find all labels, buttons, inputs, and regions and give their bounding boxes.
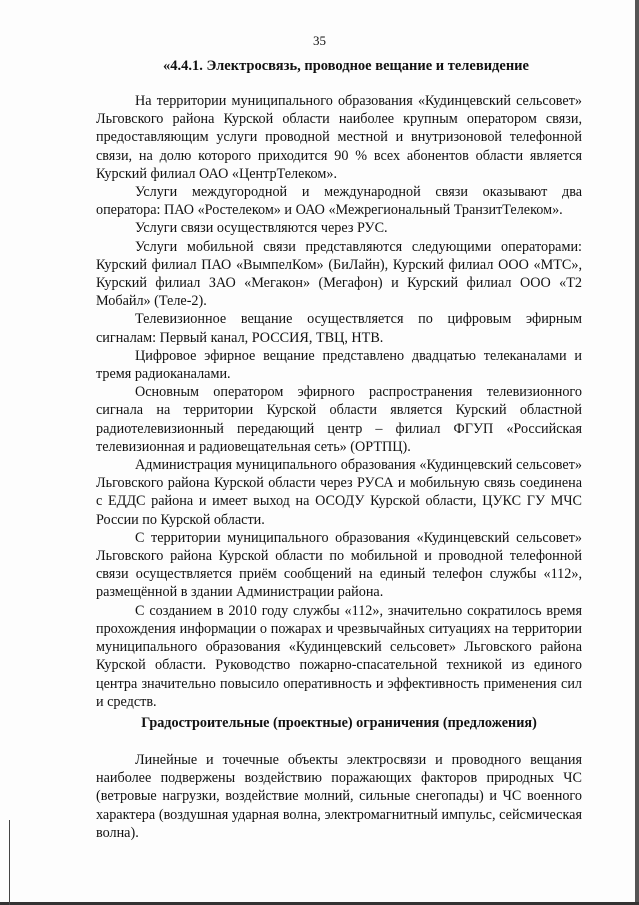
section-body [96,92,582,711]
paragraph: Телевизионное вещание осуществляется по цифровым эфирным сигналам: Первый канал, РОССИЯ, ТВЦ, НТВ. [96,311,582,346]
scan-edge-right [635,0,639,905]
paragraph: Цифровое эфирное вещание представлено двадцатью телеканалами и тремя радиоканалами. [96,347,582,383]
constraints-body [96,751,582,842]
paragraph: Администрация муниципального образования «Кудинцевский сельсовет» Льговского района Курской области через РУСА и мобильную связь соединена с ЕДДС района и имеет выход на ОСОДУ Курской области, ЦУКС ГУ МЧС России по Курской области. [96,457,582,528]
subsection-title: Градостроительные (проектные) ограничения (предложения) [141,715,537,731]
paragraph: Линейные и точечные объекты электросвязи и проводного вещания наиболее подвержены воздействию поражающих факторов природных ЧС (ветровые нагрузки, воздействие молний, сильные снегопады) и ЧС военного характера (воздушная ударная волна, электромагнитный импульс, сейсмическая волна). [96,752,582,841]
paragraph: Услуги мобильной связи представляются следующими операторами: Курский филиал ПАО «ВымпелКом» (БиЛайн), Курский филиал ООО «МТС», Курский филиал ЗАО «Мегакон» (Мегафон) и Курский филиал ООО «Т2 Мобайл» (Теле-2). [96,238,582,310]
scan-edge-left [9,820,10,905]
paragraph: Основным оператором эфирного распространения телевизионного сигнала на территории Курской области является Курский областной радиотелевизионный передающий центр – филиал ФГУП «Российская телевизионная и радиовещательная сеть» (ОРТПЦ). [96,384,582,455]
paragraph: С территории муниципального образования «Кудинцевский сельсовет» Льговского района Курской области по мобильной и проводной телефонной связи осуществляется приём сообщений на единый телефон службы «112», размещённой в здании Администрации района. [96,529,582,601]
paragraph: С созданием в 2010 году службы «112», значительно сократилось время прохождения информации о пожарах и чрезвычайных ситуациях на территории муниципального образования «Кудинцевский сельсовет» Льговского района Курской области. Руководство пожарно-спасательной техникой из единого центра значительно повысило оперативность и эффективность применения сил и средств. [96,602,582,710]
paragraph: Услуги связи осуществляются через РУС. [135,220,388,237]
paragraph: Услуги междугородной и международной связи оказывают два оператора: ПАО «Ростелеком» и ОАО «Межрегиональный ТранзитТелеком». [96,184,582,219]
section-title: «4.4.1. Электросвязь, проводное вещание и телевидение [163,58,529,74]
paragraph: На территории муниципального образования «Кудинцевский сельсовет» Льговского района Курской области наиболее крупным оператором связи, предоставляющим услуги проводной местной и внутризоновой телефонной связи, на долю которого приходится 90 % всех абонентов области является Курский филиал ОАО «ЦентрТелеком». [96,93,582,182]
page-number: 35 [313,33,326,48]
